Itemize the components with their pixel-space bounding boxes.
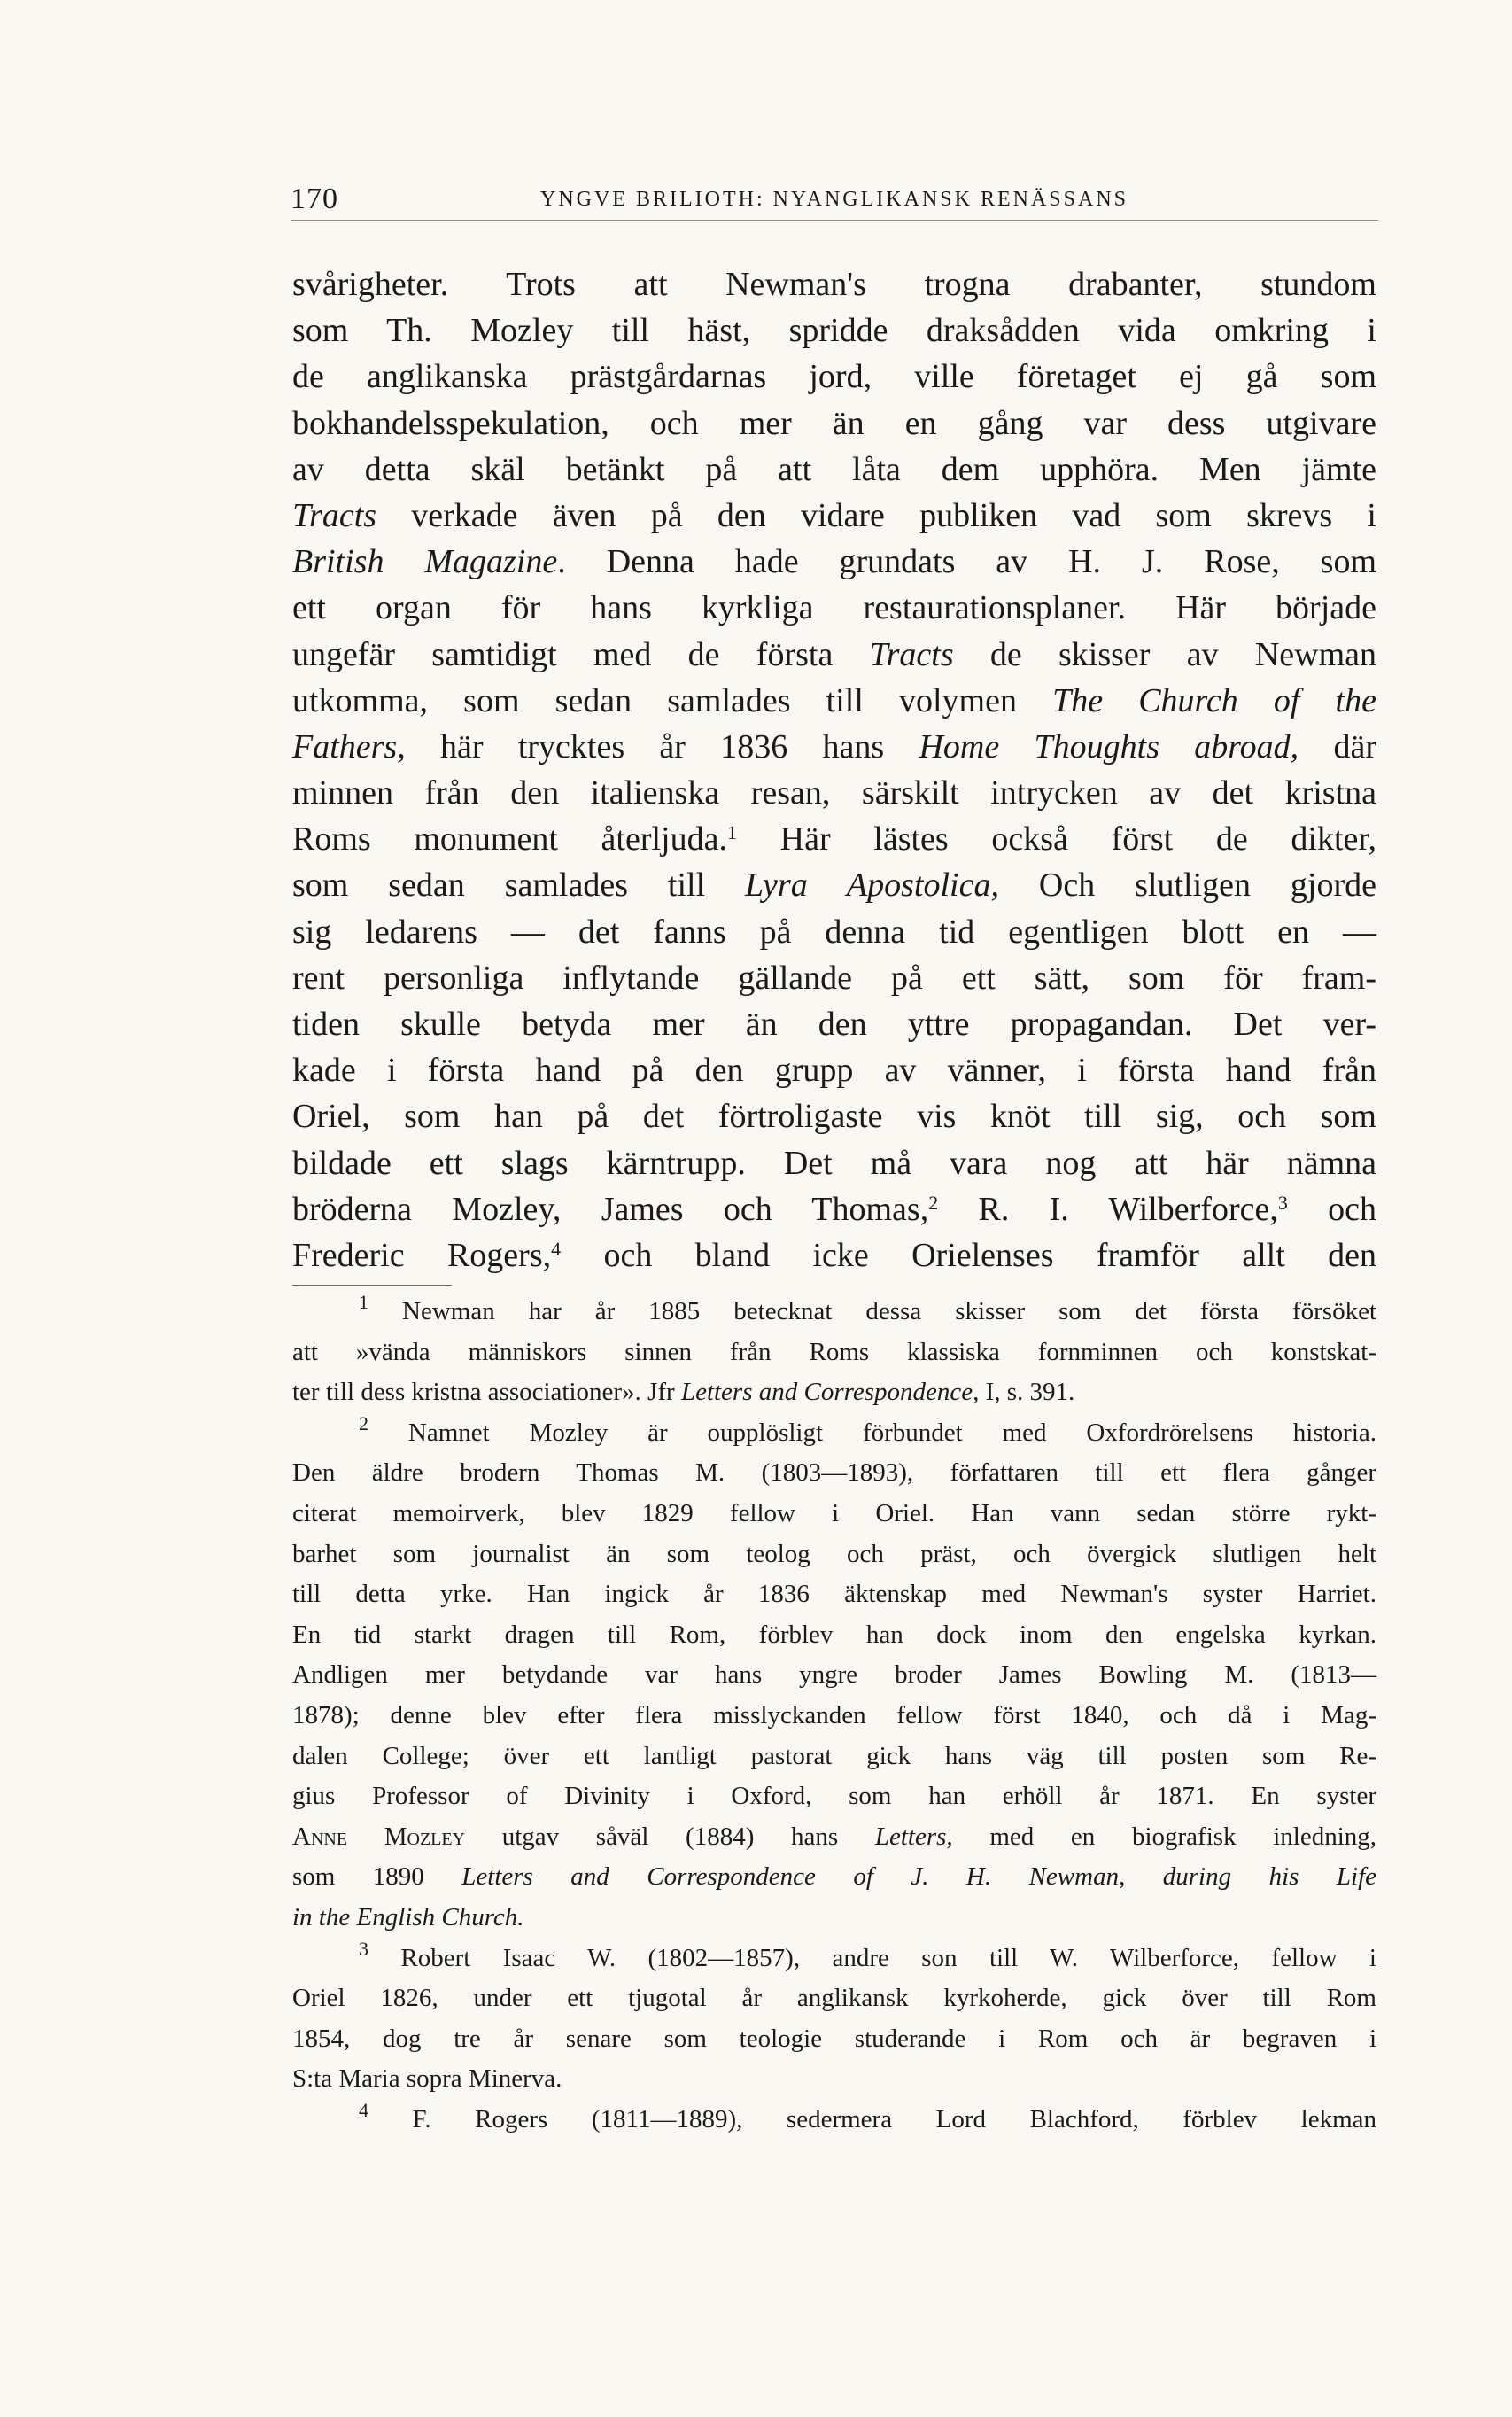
footnote-line bbox=[292, 1615, 1376, 1656]
running-head: YNGVE BRILIOTH: NYANGLIKANSK RENÄSSANS bbox=[539, 188, 1128, 211]
text-run: att »vända människors sinnen från Roms klassiska fornminnen och konstskat- bbox=[292, 1337, 1376, 1366]
footnote-line bbox=[292, 1333, 1376, 1373]
text-run: de anglikanska prästgårdarnas jord, ville företaget ej gå som bbox=[292, 358, 1376, 396]
text-run: här trycktes år 1836 hans bbox=[405, 727, 919, 766]
text-run: ter till dess kristna associationer». Jfr bbox=[292, 1378, 681, 1407]
text-run: . Denna hade grundats av H. J. Rose, som bbox=[557, 543, 1377, 581]
text-line bbox=[292, 261, 1376, 307]
footnote-ref: 1 bbox=[359, 1291, 368, 1313]
footnote-line bbox=[292, 2100, 1376, 2141]
footnote-divider bbox=[292, 1285, 452, 1286]
text-run: svårigheter. Trots att Newman's trogna drabanter, stundom bbox=[292, 266, 1376, 303]
text-run: Oriel 1826, under ett tjugotal år anglikansk kyrkoherde, gick över till Rom bbox=[292, 1984, 1376, 2013]
footnote-line bbox=[292, 2019, 1376, 2060]
footnote-line bbox=[292, 1817, 1376, 1858]
text-line bbox=[292, 724, 1376, 770]
text-run: och bbox=[1287, 1190, 1376, 1228]
footnote-line bbox=[292, 1857, 1376, 1898]
footnote-ref: 4 bbox=[359, 2098, 368, 2121]
footnote-ref: 2 bbox=[928, 1191, 939, 1214]
text-run: Robert Isaac W. (1802—1857), andre son till W. Wilberforce, fellow i bbox=[368, 1943, 1376, 1972]
text-run: ett organ för hans kyrkliga restaurationsplaner. Här började bbox=[292, 589, 1376, 627]
text-run: Anne Mozley bbox=[292, 1822, 466, 1851]
text-run: bokhandelsspekulation, och mer än en gång var dess utgivare bbox=[292, 404, 1376, 442]
footnote-line bbox=[292, 1737, 1376, 1777]
text-run: En tid starkt dragen till Rom, förblev han dock inom den engelska kyrkan. bbox=[292, 1620, 1376, 1649]
text-run: Letters, bbox=[874, 1822, 953, 1851]
text-run: verkade även på den vidare publiken vad som skrevs i bbox=[376, 496, 1376, 534]
text-line bbox=[292, 307, 1376, 354]
text-line bbox=[292, 955, 1376, 1001]
text-run: 1854, dog tre år senare som teologie studerande i Rom och är begraven i bbox=[292, 2024, 1376, 2053]
footnote-ref: 4 bbox=[551, 1237, 562, 1260]
text-run: F. Rogers (1811—1889), sedermera Lord Blachford, förblev lekman bbox=[368, 2104, 1376, 2133]
text-line bbox=[292, 447, 1376, 493]
text-run: Lyra Apostolica, bbox=[745, 867, 999, 905]
footnote-line bbox=[292, 1535, 1376, 1575]
footnote-line bbox=[292, 1453, 1376, 1494]
footnote-line bbox=[292, 2059, 1376, 2100]
text-line bbox=[292, 1047, 1376, 1093]
text-run: British Magazine bbox=[292, 543, 558, 581]
text-line bbox=[292, 632, 1376, 678]
text-run: R. I. Wilberforce, bbox=[938, 1190, 1278, 1228]
page-number: 170 bbox=[291, 183, 338, 215]
text-line bbox=[292, 585, 1376, 631]
text-run: som sedan samlades till bbox=[292, 867, 746, 905]
text-run: och bland icke Orielenses framför allt den bbox=[561, 1236, 1376, 1274]
text-run: Letters and Correspondence of J. H. Newman, during his Life bbox=[461, 1862, 1376, 1892]
footnote-line bbox=[292, 1372, 1376, 1413]
text-run: Tracts bbox=[292, 496, 377, 534]
text-run: Home Thoughts abroad, bbox=[919, 727, 1299, 766]
text-run: sig ledarens — det fanns på denna tid egentligen blott en — bbox=[292, 913, 1376, 951]
text-run: med en biografisk inledning, bbox=[952, 1822, 1377, 1851]
text-run: I, s. 391. bbox=[979, 1378, 1075, 1407]
footnote-ref: 2 bbox=[359, 1411, 368, 1434]
text-run: Och slutligen gjorde bbox=[998, 867, 1376, 905]
text-run: in the English Church. bbox=[292, 1902, 524, 1931]
text-line bbox=[292, 1232, 1376, 1278]
text-run: som 1890 bbox=[292, 1862, 462, 1892]
text-line bbox=[292, 1186, 1376, 1232]
footnote-ref: 3 bbox=[1277, 1191, 1288, 1214]
footnote-line bbox=[292, 1574, 1376, 1615]
text-line bbox=[292, 1140, 1376, 1186]
text-run: Namnet Mozley är oupplösligt förbundet med Oxfordrörelsens historia. bbox=[368, 1418, 1376, 1447]
text-run: S:ta Maria sopra Minerva. bbox=[292, 2064, 562, 2094]
text-run: av detta skäl betänkt på att låta dem upphöra. Men jämte bbox=[292, 450, 1376, 488]
text-line bbox=[292, 816, 1376, 862]
text-run: Newman har år 1885 betecknat dessa skisser som det första försöket bbox=[368, 1297, 1376, 1325]
text-line bbox=[292, 909, 1376, 955]
text-line bbox=[292, 493, 1376, 539]
text-run: de skisser av Newman bbox=[953, 635, 1376, 673]
text-run: Frederic Rogers, bbox=[292, 1236, 552, 1274]
text-run: citerat memoirverk, blev 1829 fellow i Oriel. Han vann sedan större rykt- bbox=[292, 1498, 1376, 1527]
text-run: utkomma, som sedan samlades till volymen bbox=[292, 681, 1053, 719]
text-run: rent personliga inflytande gällande på ett sätt, som för fram- bbox=[292, 959, 1376, 997]
text-run: utgav såväl (1884) hans bbox=[465, 1822, 875, 1851]
footnote-line bbox=[292, 1292, 1376, 1333]
text-line bbox=[292, 1001, 1376, 1047]
footnote-line bbox=[292, 1655, 1376, 1696]
footnote-line bbox=[292, 1978, 1376, 2019]
text-line bbox=[292, 354, 1376, 400]
text-run: Roms monument återljuda. bbox=[292, 820, 727, 859]
main-text bbox=[292, 261, 1376, 1278]
footnote-line bbox=[292, 1696, 1376, 1737]
text-run: Andligen mer betydande var hans yngre broder James Bowling M. (1813— bbox=[292, 1660, 1376, 1690]
text-run: till detta yrke. Han ingick år 1836 äktenskap med Newman's syster Harriet. bbox=[292, 1580, 1376, 1609]
text-run: ungefär samtidigt med de första bbox=[292, 635, 870, 673]
text-run: The Church of the bbox=[1052, 681, 1376, 719]
text-run: Letters and Correspondence, bbox=[680, 1378, 980, 1407]
text-run: tiden skulle betyda mer än den yttre propagandan. Det ver- bbox=[292, 1006, 1376, 1043]
text-line bbox=[292, 1093, 1376, 1139]
text-line bbox=[292, 400, 1376, 447]
footnote-line bbox=[292, 1494, 1376, 1535]
footnote-ref: 3 bbox=[359, 1937, 368, 1960]
footnote-line bbox=[292, 1776, 1376, 1817]
text-run: där bbox=[1299, 727, 1376, 766]
text-run: barhet som journalist än som teolog och präst, och övergick slutligen helt bbox=[292, 1539, 1376, 1568]
text-run: dalen College; över ett lantligt pastorat gick hans väg till posten som Re- bbox=[292, 1741, 1376, 1770]
text-run: 1878); denne blev efter flera misslyckanden fellow först 1840, och då i Mag- bbox=[292, 1700, 1376, 1729]
text-run: Tracts bbox=[869, 635, 954, 673]
text-line bbox=[292, 678, 1376, 724]
text-run: Den äldre brodern Thomas M. (1803—1893), författaren till ett flera gånger bbox=[292, 1458, 1376, 1488]
text-run: bröderna Mozley, James och Thomas, bbox=[292, 1190, 929, 1228]
text-run: bildade ett slags kärntrupp. Det må vara nog att här nämna bbox=[292, 1144, 1376, 1182]
text-run: minnen från den italienska resan, särskilt intrycken av det kristna bbox=[292, 774, 1376, 812]
text-run: gius Professor of Divinity i Oxford, som han erhöll år 1871. En syster bbox=[292, 1782, 1376, 1811]
footnote-ref: 1 bbox=[726, 821, 737, 844]
footnotes bbox=[292, 1292, 1376, 2140]
text-line bbox=[292, 539, 1376, 585]
text-line bbox=[292, 770, 1376, 816]
text-run: som Th. Mozley till häst, spridde draksådden vida omkring i bbox=[292, 312, 1376, 350]
text-line bbox=[292, 862, 1376, 908]
footnote-line bbox=[292, 1898, 1376, 1939]
text-run: Fathers, bbox=[292, 727, 406, 766]
text-run: Oriel, som han på det förtroligaste vis knöt till sig, och som bbox=[292, 1098, 1376, 1136]
text-run: kade i första hand på den grupp av vänner, i första hand från bbox=[292, 1052, 1376, 1090]
footnote-line bbox=[292, 1939, 1376, 1979]
footnote-line bbox=[292, 1413, 1376, 1454]
text-run: Här lästes också först de dikter, bbox=[736, 820, 1376, 859]
page-header bbox=[291, 177, 1378, 221]
